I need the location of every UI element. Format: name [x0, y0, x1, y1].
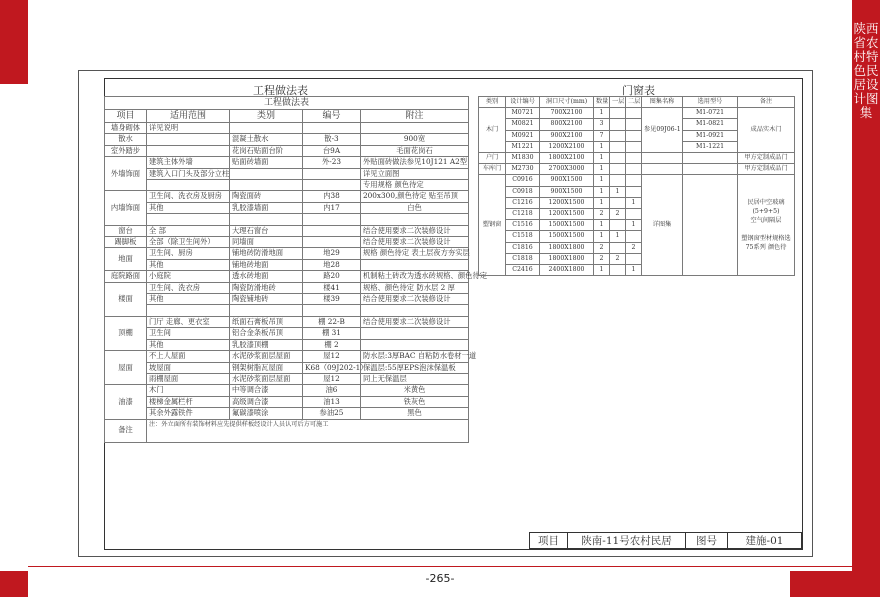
floor-2-cell: 1: [626, 220, 642, 231]
floor-1-cell: [610, 164, 626, 175]
table-cell: 其他: [147, 259, 230, 270]
code-cell: C1816: [506, 242, 540, 253]
corner-mark-top-left: [0, 0, 28, 84]
drawing-number-label: 图号: [686, 533, 728, 549]
category-cell: 备注: [105, 419, 147, 442]
type-cell: 车库门: [479, 164, 506, 175]
quantity-cell: 1: [594, 175, 610, 186]
category-cell: 油漆: [105, 385, 147, 419]
table-cell: [361, 214, 469, 225]
table-cell: 台9A: [303, 145, 361, 156]
size-cell: 2700X3000: [540, 164, 594, 175]
quantity-cell: 7: [594, 130, 610, 141]
table-header-cell: 适用范围: [147, 110, 230, 123]
table-header-cell: 编号: [303, 110, 361, 123]
table-cell: 毛面花岗石: [361, 145, 469, 156]
size-cell: 900X2100: [540, 130, 594, 141]
model-cell: M1-0821: [683, 119, 738, 130]
floor-1-cell: 2: [610, 209, 626, 220]
size-cell: 1500X1500: [540, 231, 594, 242]
floor-1-cell: [610, 119, 626, 130]
code-cell: M1830: [506, 153, 540, 164]
table-cell: [303, 214, 361, 225]
quantity-cell: 2: [594, 253, 610, 264]
table-cell: [361, 259, 469, 270]
table-cell: 水泥砂浆面层屋面: [230, 373, 303, 384]
table-cell: 结合使用要求二次装修设计: [361, 316, 469, 327]
table-cell: 楼39: [303, 294, 361, 305]
table-cell: 外-23: [303, 157, 361, 168]
table-cell: 乳胶漆墙面: [230, 202, 303, 213]
quantity-cell: 1: [594, 153, 610, 164]
code-cell: M0721: [506, 108, 540, 119]
code-cell: M2730: [506, 164, 540, 175]
table-cell: 内17: [303, 202, 361, 213]
table-row: [105, 157, 469, 168]
table-cell: 地29: [303, 248, 361, 259]
table-cell: 规格 颜色待定 表土层夜方夯实层: [361, 248, 469, 259]
floor-2-cell: [626, 186, 642, 197]
code-cell: C0916: [506, 175, 540, 186]
door-table-caption: 门窗表: [622, 84, 655, 97]
table-cell: 中等调合漆: [230, 385, 303, 396]
category-cell: 踢脚板: [105, 237, 147, 248]
category-cell: 散水: [105, 134, 147, 145]
model-cell: [683, 164, 738, 175]
table-row: [105, 419, 469, 442]
table-cell: 卫生间、洗衣房及厨房: [147, 191, 230, 202]
table-header-cell: 一层: [610, 97, 626, 108]
table-header-cell: 洞口尺寸(mm): [540, 97, 594, 108]
note-cell: 甲方定制成品门: [738, 153, 795, 164]
table-row: [105, 362, 469, 373]
table-row: [105, 408, 469, 419]
project-label: 项目: [530, 533, 568, 549]
table-cell: 专用规格 颜色待定: [361, 180, 469, 191]
table-header-row: [105, 110, 469, 123]
quantity-cell: 1: [594, 231, 610, 242]
table-cell: [147, 214, 230, 225]
category-cell: 顶棚: [105, 316, 147, 350]
table-row: [105, 214, 469, 225]
table-cell: 花岗石贴面台阶: [230, 145, 303, 156]
table-cell: 详见立面图: [361, 168, 469, 179]
table-cell: 散-3: [303, 134, 361, 145]
table-cell: 铺地砖防滑地面: [230, 248, 303, 259]
model-cell: [683, 153, 738, 164]
floor-1-cell: [610, 220, 626, 231]
note-line: 民居中空玻璃: [747, 199, 785, 207]
code-cell: M0921: [506, 130, 540, 141]
table-cell: [147, 305, 230, 316]
table-row: [105, 282, 469, 293]
table-cell: 结合使用要求二次装修设计: [361, 294, 469, 305]
table-cell: 油13: [303, 396, 361, 407]
quantity-cell: 2: [594, 242, 610, 253]
table-row: [105, 305, 469, 316]
table-row: [105, 339, 469, 350]
table-cell: 同墙面: [230, 237, 303, 248]
table-cell: 其他: [147, 294, 230, 305]
table-row: [105, 237, 469, 248]
table-row: [105, 191, 469, 202]
code-cell: C1518: [506, 231, 540, 242]
size-cell: 1200X1500: [540, 209, 594, 220]
table-cell: 氟碳漆喷涂: [230, 408, 303, 419]
quantity-cell: 1: [594, 108, 610, 119]
code-cell: M0821: [506, 119, 540, 130]
floor-1-cell: [610, 153, 626, 164]
floor-1-cell: 2: [610, 253, 626, 264]
table-cell: 钢架树脂瓦屋面: [230, 362, 303, 373]
table-header-cell: 备注: [738, 97, 795, 108]
table-cell: 棚 2: [303, 339, 361, 350]
table-cell: 楼梯金属栏杆: [147, 396, 230, 407]
quantity-cell: 1: [594, 197, 610, 208]
table-cell: 屋12: [303, 351, 361, 362]
table-cell: [303, 225, 361, 236]
quantity-cell: 3: [594, 119, 610, 130]
table-cell: [230, 305, 303, 316]
table-cell: 高级调合漆: [230, 396, 303, 407]
floor-2-cell: [626, 153, 642, 164]
model-cell: [683, 175, 738, 276]
table-cell: [361, 123, 469, 134]
floor-1-cell: [610, 108, 626, 119]
quantity-cell: 1: [594, 164, 610, 175]
table-row: [479, 164, 795, 175]
table-cell: 建筑主体外墙: [147, 157, 230, 168]
table-cell: 白色: [361, 202, 469, 213]
atlas-cell: 参见09J06-1: [642, 108, 683, 153]
size-cell: 1200X1500: [540, 197, 594, 208]
atlas-cell: [642, 164, 683, 175]
table-title: 工程做法表: [105, 97, 469, 110]
table-cell: 不上人屋面: [147, 351, 230, 362]
size-cell: 1800X1800: [540, 253, 594, 264]
table-cell: 油6: [303, 385, 361, 396]
note-line: 塑钢窗型材规格选: [741, 235, 791, 243]
work-method-table: [104, 96, 488, 443]
atlas-side-title: 陕西省农村特色民居设计图集: [853, 21, 879, 120]
table-header-cell: 图集名称: [642, 97, 683, 108]
table-row: [105, 328, 469, 339]
code-cell: C2416: [506, 265, 540, 276]
table-cell: 乳胶漆顶棚: [230, 339, 303, 350]
table-cell: [303, 123, 361, 134]
category-cell: 墙身砌体: [105, 123, 147, 134]
table-row: [105, 134, 469, 145]
table-cell: 同上无保温层: [361, 373, 469, 384]
type-cell: 户门: [479, 153, 506, 164]
table-cell: 其他: [147, 202, 230, 213]
page-number: -265-: [425, 572, 455, 585]
size-cell: 1500X1500: [540, 220, 594, 231]
table-row: [105, 271, 469, 282]
note-line: 75系列 颜色待: [745, 244, 787, 252]
drawing-number: 建施-01: [728, 533, 802, 549]
table-cell: 防水层:3厚BAC 自粘防水卷材一道: [361, 351, 469, 362]
table-row: [105, 294, 469, 305]
table-header-cell: 设计编号: [506, 97, 540, 108]
door-window-table: [478, 96, 795, 276]
floor-2-cell: 2: [626, 242, 642, 253]
floor-1-cell: [610, 242, 626, 253]
note-cell: 甲方定制成品门: [738, 164, 795, 175]
table-cell: 卫生间、洗衣房: [147, 282, 230, 293]
floor-2-cell: 1: [626, 265, 642, 276]
table-cell: 内38: [303, 191, 361, 202]
code-cell: C1216: [506, 197, 540, 208]
size-cell: 1200X2100: [540, 141, 594, 152]
floor-2-cell: [626, 164, 642, 175]
table-row: [105, 351, 469, 362]
atlas-cell: [642, 153, 683, 164]
quantity-cell: 1: [594, 220, 610, 231]
table-cell: 详见说明: [147, 123, 230, 134]
table-cell: 规格、颜色待定 防水层 2 厚: [361, 282, 469, 293]
note-cell: 注：外立面所有装饰材料应先提供样板经设计人员认可后方可施工: [147, 419, 469, 442]
floor-2-cell: [626, 119, 642, 130]
table-header-cell: 类别: [479, 97, 506, 108]
table-cell: 其余外露铁件: [147, 408, 230, 419]
code-cell: C1218: [506, 209, 540, 220]
category-cell: 外墙饰面: [105, 157, 147, 191]
quantity-cell: 1: [594, 186, 610, 197]
table-cell: 楼41: [303, 282, 361, 293]
model-cell: M1-0721: [683, 108, 738, 119]
table-cell: 卫生间、厨房: [147, 248, 230, 259]
table-row: [105, 168, 469, 179]
work-table-caption: 工程做法表: [253, 84, 308, 97]
floor-2-cell: 1: [626, 197, 642, 208]
table-cell: 铁灰色: [361, 396, 469, 407]
floor-2-cell: [626, 175, 642, 186]
table-cell: 屋12: [303, 373, 361, 384]
table-cell: 米黄色: [361, 385, 469, 396]
floor-1-cell: [610, 130, 626, 141]
table-cell: [230, 180, 303, 191]
table-cell: 900宽: [361, 134, 469, 145]
table-cell: [230, 168, 303, 179]
table-cell: 200x300,颜色待定 贴至吊顶: [361, 191, 469, 202]
table-cell: 小庭院: [147, 271, 230, 282]
table-header-cell: 二层: [626, 97, 642, 108]
table-row: [479, 108, 795, 119]
table-cell: 木门: [147, 385, 230, 396]
table-row: [105, 316, 469, 327]
table-row: [105, 396, 469, 407]
floor-1-cell: [610, 197, 626, 208]
category-cell: 内墙饰面: [105, 191, 147, 225]
table-cell: 结合使用要求二次装修设计: [361, 237, 469, 248]
size-cell: 900X1500: [540, 175, 594, 186]
floor-2-cell: [626, 231, 642, 242]
table-cell: [147, 145, 230, 156]
table-cell: 贴面砖墙面: [230, 157, 303, 168]
table-cell: 结合使用要求二次装修设计: [361, 225, 469, 236]
table-cell: [303, 237, 361, 248]
table-cell: 大理石窗台: [230, 225, 303, 236]
size-cell: 2400X1800: [540, 265, 594, 276]
table-row: [479, 153, 795, 164]
note-line: [740, 225, 792, 234]
table-header-cell: 选用型号: [683, 97, 738, 108]
note-cell: 成品实木门: [738, 108, 795, 153]
type-cell: 塑钢窗: [479, 175, 506, 276]
size-cell: 700X2100: [540, 108, 594, 119]
table-cell: [147, 180, 230, 191]
table-header-cell: 类别: [230, 110, 303, 123]
table-cell: 铺地砖地面: [230, 259, 303, 270]
note-cell: [738, 175, 795, 276]
size-cell: 800X2100: [540, 119, 594, 130]
table-cell: 黑色: [361, 408, 469, 419]
floor-1-cell: [610, 141, 626, 152]
size-cell: 1800X1800: [540, 242, 594, 253]
size-cell: 900X1500: [540, 186, 594, 197]
title-block: [529, 532, 802, 549]
table-cell: 参油25: [303, 408, 361, 419]
footer-rule: [28, 566, 852, 567]
note-line: 空气间隔层: [750, 217, 782, 225]
table-cell: [230, 123, 303, 134]
table-cell: 雨棚屋面: [147, 373, 230, 384]
quantity-cell: 1: [594, 265, 610, 276]
table-row: [105, 385, 469, 396]
table-cell: 保温层:55厚EPS泡沫保温板: [361, 362, 469, 373]
table-header-cell: 附注: [361, 110, 469, 123]
table-cell: 棚 31: [303, 328, 361, 339]
table-cell: 棚 22-B: [303, 316, 361, 327]
project-name: 陕南-11号农村民居: [568, 533, 686, 549]
table-cell: 路20: [303, 271, 361, 282]
category-cell: 庭院路面: [105, 271, 147, 282]
table-row: [105, 259, 469, 270]
floor-1-cell: [610, 265, 626, 276]
table-row: [105, 248, 469, 259]
table-row: [105, 145, 469, 156]
atlas-cell: 详图集: [642, 175, 683, 276]
table-cell: 陶瓷铺地砖: [230, 294, 303, 305]
table-row: [105, 225, 469, 236]
table-cell: 陶瓷面砖: [230, 191, 303, 202]
code-cell: C0918: [506, 186, 540, 197]
table-cell: 机制粘土砖改为透水砖规格、颜色待定: [361, 271, 469, 282]
floor-2-cell: [626, 108, 642, 119]
code-cell: M1221: [506, 141, 540, 152]
table-cell: [147, 134, 230, 145]
table-cell: 卫生间: [147, 328, 230, 339]
table-cell: 全部（除卫生间外）: [147, 237, 230, 248]
category-cell: 屋面: [105, 351, 147, 385]
table-row: [479, 175, 795, 186]
table-cell: 透水砖地面: [230, 271, 303, 282]
code-cell: C1516: [506, 220, 540, 231]
model-cell: M1-1221: [683, 141, 738, 152]
table-cell: [303, 180, 361, 191]
table-header-cell: 数量: [594, 97, 610, 108]
table-title-row: [105, 97, 469, 110]
table-cell: 混凝土散水: [230, 134, 303, 145]
table-cell: [303, 305, 361, 316]
table-cell: 其他: [147, 339, 230, 350]
floor-2-cell: [626, 253, 642, 264]
table-cell: 地28: [303, 259, 361, 270]
table-cell: K68（09J202-1）: [303, 362, 361, 373]
table-header-row: [479, 97, 795, 108]
category-cell: 楼面: [105, 282, 147, 316]
table-cell: 全 部: [147, 225, 230, 236]
table-cell: 外贴面砖做法参见10J121 A2型: [361, 157, 469, 168]
table-header-cell: 项目: [105, 110, 147, 123]
category-cell: 室外踏步: [105, 145, 147, 156]
floor-1-cell: 1: [610, 186, 626, 197]
floor-2-cell: [626, 130, 642, 141]
type-cell: 木门: [479, 108, 506, 153]
category-cell: 地面: [105, 248, 147, 271]
floor-1-cell: 1: [610, 231, 626, 242]
model-cell: M1-0921: [683, 130, 738, 141]
table-cell: [303, 168, 361, 179]
table-cell: 铝合金条板吊顶: [230, 328, 303, 339]
table-cell: 建筑入口门头及部分立柱: [147, 168, 230, 179]
size-cell: 1800X2100: [540, 153, 594, 164]
category-cell: 窗台: [105, 225, 147, 236]
quantity-cell: 2: [594, 209, 610, 220]
table-row: [105, 202, 469, 213]
code-cell: C1818: [506, 253, 540, 264]
table-cell: 坡屋面: [147, 362, 230, 373]
table-row: [105, 123, 469, 134]
table-row: [105, 373, 469, 384]
floor-2-cell: [626, 141, 642, 152]
floor-2-cell: [626, 209, 642, 220]
quantity-cell: 1: [594, 141, 610, 152]
table-cell: [361, 305, 469, 316]
table-cell: [361, 339, 469, 350]
table-cell: 纸面石膏板吊顶: [230, 316, 303, 327]
table-cell: 陶瓷防滑地砖: [230, 282, 303, 293]
floor-1-cell: [610, 175, 626, 186]
table-cell: 水泥砂浆面层屋面: [230, 351, 303, 362]
table-row: [105, 180, 469, 191]
table-cell: [230, 214, 303, 225]
table-cell: [361, 328, 469, 339]
table-cell: 门厅 走廊、更衣室: [147, 316, 230, 327]
note-line: (5+9+5): [752, 208, 780, 216]
